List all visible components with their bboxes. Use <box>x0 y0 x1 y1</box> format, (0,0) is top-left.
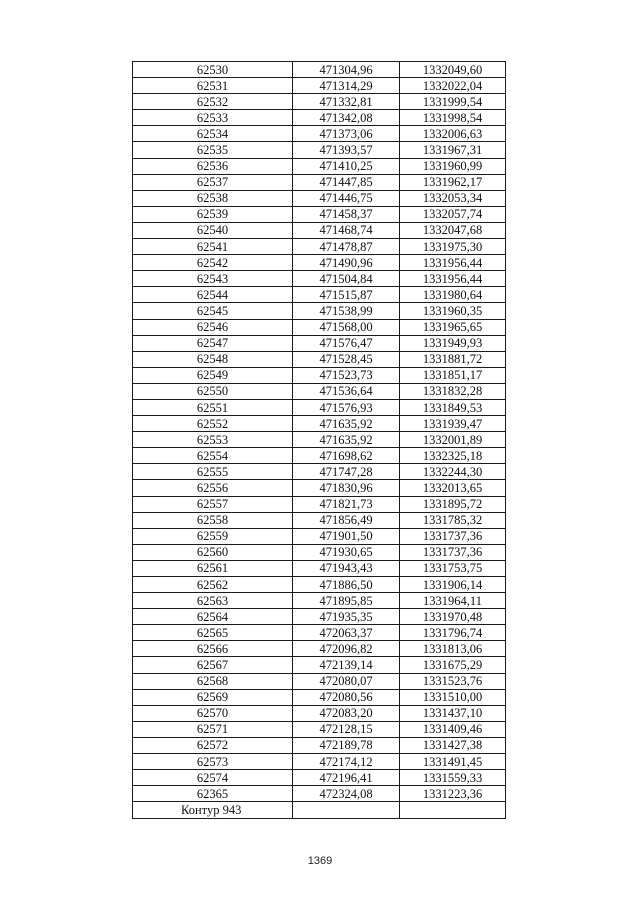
x-coordinate-cell: 471943,43 <box>293 560 400 576</box>
y-coordinate-cell: 1331409,46 <box>400 721 506 737</box>
y-coordinate-cell: 1331980,64 <box>400 287 506 303</box>
x-coordinate-cell: 472080,56 <box>293 689 400 705</box>
point-number-cell: 62536 <box>133 158 293 174</box>
table-row <box>133 383 506 399</box>
point-number-cell: 62551 <box>133 399 293 415</box>
x-coordinate-cell: 471930,65 <box>293 544 400 560</box>
y-coordinate-cell: 1331796,74 <box>400 625 506 641</box>
point-number-cell: 62554 <box>133 448 293 464</box>
point-number-cell: 62538 <box>133 190 293 206</box>
x-coordinate-cell: 471490,96 <box>293 255 400 271</box>
point-number-cell: 62573 <box>133 754 293 770</box>
table-row <box>133 78 506 94</box>
x-coordinate-cell: 471747,28 <box>293 464 400 480</box>
table-row <box>133 560 506 576</box>
x-coordinate-cell: 471468,74 <box>293 222 400 238</box>
table-row <box>133 754 506 770</box>
y-coordinate-cell: 1331960,35 <box>400 303 506 319</box>
point-number-cell: 62557 <box>133 496 293 512</box>
table-row <box>133 464 506 480</box>
point-number-cell: 62563 <box>133 593 293 609</box>
y-coordinate-cell: 1331813,06 <box>400 641 506 657</box>
table-row <box>133 480 506 496</box>
x-coordinate-cell: 471830,96 <box>293 480 400 496</box>
point-number-cell: 62541 <box>133 239 293 255</box>
point-number-cell: 62552 <box>133 416 293 432</box>
table-row <box>133 528 506 544</box>
x-coordinate-cell: 471447,85 <box>293 174 400 190</box>
table-row <box>133 577 506 593</box>
point-number-cell: 62567 <box>133 657 293 673</box>
table-row <box>133 158 506 174</box>
y-coordinate-cell: 1332022,04 <box>400 78 506 94</box>
point-number-cell: 62559 <box>133 528 293 544</box>
y-coordinate-cell: 1332053,34 <box>400 190 506 206</box>
x-coordinate-cell: 471332,81 <box>293 94 400 110</box>
y-coordinate-cell: 1331223,36 <box>400 786 506 802</box>
y-coordinate-cell: 1331998,54 <box>400 110 506 126</box>
x-coordinate-cell: 471410,25 <box>293 158 400 174</box>
table-row <box>133 448 506 464</box>
table-row <box>133 62 506 78</box>
y-coordinate-cell: 1331956,44 <box>400 271 506 287</box>
point-number-cell: 62565 <box>133 625 293 641</box>
point-number-cell: 62540 <box>133 222 293 238</box>
y-coordinate-cell: 1331975,30 <box>400 239 506 255</box>
table-row <box>133 689 506 705</box>
y-coordinate-cell: 1332047,68 <box>400 222 506 238</box>
x-coordinate-cell: 471576,93 <box>293 399 400 415</box>
table-row <box>133 625 506 641</box>
empty-cell <box>400 802 506 819</box>
y-coordinate-cell: 1331491,45 <box>400 754 506 770</box>
point-number-cell: 62537 <box>133 174 293 190</box>
point-number-cell: 62530 <box>133 62 293 78</box>
y-coordinate-cell: 1331523,76 <box>400 673 506 689</box>
x-coordinate-cell: 471523,73 <box>293 367 400 383</box>
x-coordinate-cell: 472174,12 <box>293 754 400 770</box>
point-number-cell: 62543 <box>133 271 293 287</box>
x-coordinate-cell: 471515,87 <box>293 287 400 303</box>
point-number-cell: 62572 <box>133 737 293 753</box>
y-coordinate-cell: 1331437,10 <box>400 705 506 721</box>
x-coordinate-cell: 471856,49 <box>293 512 400 528</box>
point-number-cell: 62556 <box>133 480 293 496</box>
y-coordinate-cell: 1331785,32 <box>400 512 506 528</box>
table-row <box>133 94 506 110</box>
table-row <box>133 544 506 560</box>
x-coordinate-cell: 471446,75 <box>293 190 400 206</box>
point-number-cell: 62533 <box>133 110 293 126</box>
table-row <box>133 319 506 335</box>
x-coordinate-cell: 471895,85 <box>293 593 400 609</box>
y-coordinate-cell: 1331737,36 <box>400 528 506 544</box>
y-coordinate-cell: 1331949,93 <box>400 335 506 351</box>
y-coordinate-cell: 1331967,31 <box>400 142 506 158</box>
y-coordinate-cell: 1332057,74 <box>400 206 506 222</box>
y-coordinate-cell: 1331832,28 <box>400 383 506 399</box>
contour-label: Контур 943 <box>133 802 293 819</box>
x-coordinate-cell: 471538,99 <box>293 303 400 319</box>
point-number-cell: 62571 <box>133 721 293 737</box>
x-coordinate-cell: 472324,08 <box>293 786 400 802</box>
point-number-cell: 62568 <box>133 673 293 689</box>
x-coordinate-cell: 471821,73 <box>293 496 400 512</box>
x-coordinate-cell: 471393,57 <box>293 142 400 158</box>
coordinates-table-body <box>133 62 506 819</box>
y-coordinate-cell: 1332049,60 <box>400 62 506 78</box>
x-coordinate-cell: 471478,87 <box>293 239 400 255</box>
x-coordinate-cell: 471536,64 <box>293 383 400 399</box>
x-coordinate-cell: 471635,92 <box>293 416 400 432</box>
point-number-cell: 62547 <box>133 335 293 351</box>
x-coordinate-cell: 471886,50 <box>293 577 400 593</box>
table-row <box>133 593 506 609</box>
x-coordinate-cell: 471373,06 <box>293 126 400 142</box>
y-coordinate-cell: 1331960,99 <box>400 158 506 174</box>
x-coordinate-cell: 471576,47 <box>293 335 400 351</box>
x-coordinate-cell: 471504,84 <box>293 271 400 287</box>
x-coordinate-cell: 472139,14 <box>293 657 400 673</box>
table-row <box>133 351 506 367</box>
y-coordinate-cell: 1331427,38 <box>400 737 506 753</box>
point-number-cell: 62570 <box>133 705 293 721</box>
point-number-cell: 62562 <box>133 577 293 593</box>
table-row <box>133 657 506 673</box>
table-row <box>133 255 506 271</box>
point-number-cell: 62546 <box>133 319 293 335</box>
coordinates-table <box>132 61 506 819</box>
table-row <box>133 303 506 319</box>
point-number-cell: 62555 <box>133 464 293 480</box>
table-row <box>133 126 506 142</box>
point-number-cell: 62566 <box>133 641 293 657</box>
y-coordinate-cell: 1331753,75 <box>400 560 506 576</box>
point-number-cell: 62531 <box>133 78 293 94</box>
x-coordinate-cell: 471528,45 <box>293 351 400 367</box>
y-coordinate-cell: 1332325,18 <box>400 448 506 464</box>
table-row <box>133 174 506 190</box>
table-row <box>133 641 506 657</box>
table-row <box>133 432 506 448</box>
point-number-cell: 62545 <box>133 303 293 319</box>
y-coordinate-cell: 1331964,11 <box>400 593 506 609</box>
table-row <box>133 416 506 432</box>
point-number-cell: 62549 <box>133 367 293 383</box>
x-coordinate-cell: 471935,35 <box>293 609 400 625</box>
y-coordinate-cell: 1331881,72 <box>400 351 506 367</box>
table-row <box>133 142 506 158</box>
y-coordinate-cell: 1331510,00 <box>400 689 506 705</box>
x-coordinate-cell: 471635,92 <box>293 432 400 448</box>
table-row <box>133 721 506 737</box>
x-coordinate-cell: 472196,41 <box>293 770 400 786</box>
table-row <box>133 609 506 625</box>
table-row <box>133 367 506 383</box>
table-row <box>133 770 506 786</box>
table-row <box>133 190 506 206</box>
table-row <box>133 512 506 528</box>
table-row <box>133 737 506 753</box>
y-coordinate-cell: 1331851,17 <box>400 367 506 383</box>
y-coordinate-cell: 1331965,65 <box>400 319 506 335</box>
y-coordinate-cell: 1331956,44 <box>400 255 506 271</box>
point-number-cell: 62548 <box>133 351 293 367</box>
y-coordinate-cell: 1331939,47 <box>400 416 506 432</box>
point-number-cell: 62542 <box>133 255 293 271</box>
x-coordinate-cell: 471342,08 <box>293 110 400 126</box>
table-row <box>133 673 506 689</box>
point-number-cell: 62534 <box>133 126 293 142</box>
point-number-cell: 62569 <box>133 689 293 705</box>
x-coordinate-cell: 472189,78 <box>293 737 400 753</box>
point-number-cell: 62544 <box>133 287 293 303</box>
empty-cell <box>293 802 400 819</box>
point-number-cell: 62561 <box>133 560 293 576</box>
table-row <box>133 222 506 238</box>
table-row <box>133 110 506 126</box>
x-coordinate-cell: 472128,15 <box>293 721 400 737</box>
y-coordinate-cell: 1331906,14 <box>400 577 506 593</box>
table-row <box>133 239 506 255</box>
x-coordinate-cell: 471458,37 <box>293 206 400 222</box>
table-row <box>133 705 506 721</box>
table-row <box>133 399 506 415</box>
x-coordinate-cell: 471901,50 <box>293 528 400 544</box>
x-coordinate-cell: 471698,62 <box>293 448 400 464</box>
point-number-cell: 62560 <box>133 544 293 560</box>
point-number-cell: 62550 <box>133 383 293 399</box>
x-coordinate-cell: 471314,29 <box>293 78 400 94</box>
x-coordinate-cell: 472063,37 <box>293 625 400 641</box>
y-coordinate-cell: 1331970,48 <box>400 609 506 625</box>
point-number-cell: 62553 <box>133 432 293 448</box>
point-number-cell: 62574 <box>133 770 293 786</box>
x-coordinate-cell: 472083,20 <box>293 705 400 721</box>
x-coordinate-cell: 471568,00 <box>293 319 400 335</box>
table-row <box>133 786 506 802</box>
point-number-cell: 62539 <box>133 206 293 222</box>
point-number-cell: 62365 <box>133 786 293 802</box>
table-row <box>133 206 506 222</box>
contour-row <box>133 802 506 819</box>
y-coordinate-cell: 1332001,89 <box>400 432 506 448</box>
table-row <box>133 496 506 512</box>
y-coordinate-cell: 1331675,29 <box>400 657 506 673</box>
y-coordinate-cell: 1331895,72 <box>400 496 506 512</box>
point-number-cell: 62564 <box>133 609 293 625</box>
y-coordinate-cell: 1331962,17 <box>400 174 506 190</box>
point-number-cell: 62535 <box>133 142 293 158</box>
y-coordinate-cell: 1331737,36 <box>400 544 506 560</box>
x-coordinate-cell: 472096,82 <box>293 641 400 657</box>
x-coordinate-cell: 472080,07 <box>293 673 400 689</box>
point-number-cell: 62558 <box>133 512 293 528</box>
y-coordinate-cell: 1331999,54 <box>400 94 506 110</box>
table-row <box>133 271 506 287</box>
page-number: 1369 <box>307 855 333 867</box>
y-coordinate-cell: 1331559,33 <box>400 770 506 786</box>
y-coordinate-cell: 1332244,30 <box>400 464 506 480</box>
point-number-cell: 62532 <box>133 94 293 110</box>
y-coordinate-cell: 1332006,63 <box>400 126 506 142</box>
y-coordinate-cell: 1332013,65 <box>400 480 506 496</box>
x-coordinate-cell: 471304,96 <box>293 62 400 78</box>
table-row <box>133 335 506 351</box>
table-row <box>133 287 506 303</box>
y-coordinate-cell: 1331849,53 <box>400 399 506 415</box>
